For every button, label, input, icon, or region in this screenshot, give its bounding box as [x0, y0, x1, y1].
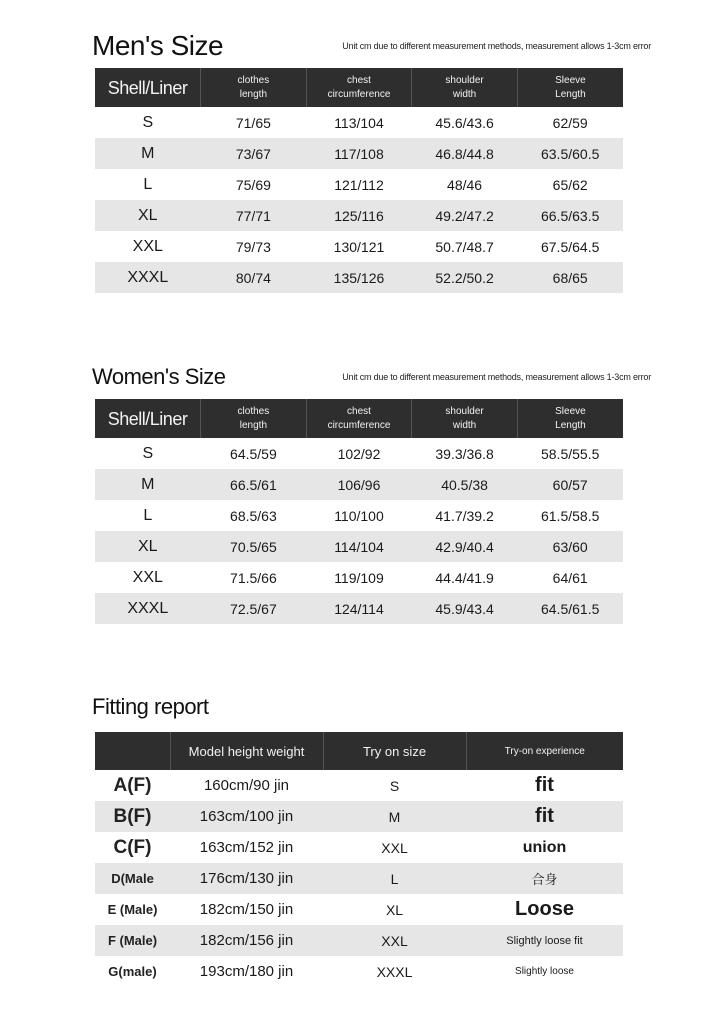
model-label-cell: C(F)	[113, 836, 152, 858]
measurement-cell: 63.5/60.5	[517, 138, 623, 169]
womens-header-cell	[95, 399, 201, 438]
mens-header-text: clothes	[237, 74, 270, 86]
fitting-report-table	[95, 732, 623, 987]
measurement-cell: 77/71	[201, 200, 307, 231]
measurement-cell: 40.5/38	[412, 469, 518, 500]
measurement-cell: 72.5/67	[201, 593, 307, 624]
mens-header-text: chest	[347, 74, 371, 86]
mens-header-text: shoulder	[445, 74, 484, 86]
table-row	[95, 531, 623, 562]
model-label-cell: F (Male)	[95, 925, 170, 956]
fitting-header-row	[95, 732, 623, 770]
try-on-experience-cell: fit	[466, 801, 623, 832]
model-height-weight-cell: 193cm/180 jin	[199, 963, 294, 980]
size-label-cell: M	[95, 138, 201, 169]
mens-header-text: length	[239, 88, 268, 100]
table-row	[95, 925, 623, 956]
measurement-cell: 52.2/50.2	[412, 262, 518, 293]
size-label-cell: L	[143, 506, 153, 524]
try-on-size-cell: M	[323, 801, 466, 832]
mens-header-text: width	[452, 88, 477, 100]
table-row	[95, 200, 623, 231]
measurement-cell: 67.5/64.5	[540, 238, 600, 255]
mens-header-cell	[306, 68, 412, 107]
womens-size-title: Women's Size	[92, 364, 226, 389]
try-on-experience-cell: fit	[535, 774, 554, 796]
measurement-cell: 61.5/58.5	[540, 507, 600, 524]
try-on-size-cell: XL	[385, 901, 404, 918]
fitting-header-cell: Try-on experience	[466, 732, 623, 770]
try-on-size-cell: XXL	[323, 925, 466, 956]
mens-size-table	[95, 68, 623, 293]
mens-header-cell	[201, 68, 307, 107]
measurement-cell: 70.5/65	[201, 531, 307, 562]
measurement-cell: 113/104	[334, 114, 384, 131]
measurement-cell: 80/74	[201, 262, 307, 293]
table-row	[95, 500, 623, 531]
measurement-cell: 64.5/61.5	[517, 593, 623, 624]
measurement-cell: 66.5/61	[201, 469, 307, 500]
table-row	[95, 770, 623, 801]
table-row	[95, 801, 623, 832]
size-label-cell: S	[142, 444, 154, 462]
table-row	[95, 593, 623, 624]
womens-header-cell	[201, 399, 307, 438]
size-label-cell: L	[143, 175, 153, 193]
table-row	[95, 832, 623, 863]
measurement-cell: 71.5/66	[230, 569, 277, 586]
mens-header-cell	[517, 68, 623, 107]
fitting-header-cell: Model height weight	[170, 732, 323, 770]
mens-unit-note: Unit cm due to different measurement methods, measurement allows 1-3cm error	[342, 41, 651, 51]
table-row	[95, 894, 623, 925]
measurement-cell: 71/65	[235, 114, 271, 131]
size-label-cell: XXL	[132, 568, 163, 586]
womens-header-text: clothes	[237, 405, 270, 417]
measurement-cell: 60/57	[517, 469, 623, 500]
model-label-cell: D(Male	[95, 863, 170, 894]
measurement-cell: 68/65	[517, 262, 623, 293]
model-height-weight-cell: 182cm/156 jin	[170, 925, 323, 956]
model-label-cell: G(male)	[108, 964, 157, 979]
model-height-weight-cell: 176cm/130 jin	[170, 863, 323, 894]
model-height-weight-cell: 160cm/90 jin	[203, 777, 290, 794]
womens-header-cell	[517, 399, 623, 438]
size-label-cell: XXL	[132, 237, 163, 255]
measurement-cell: 62/59	[552, 114, 588, 131]
mens-header-cell	[412, 68, 518, 107]
table-row	[95, 956, 623, 987]
womens-header-text: chest	[347, 405, 371, 417]
model-label-cell: E (Male)	[107, 902, 158, 917]
try-on-experience-cell: Loose	[515, 898, 574, 920]
size-label-cell: XL	[95, 531, 201, 562]
measurement-cell: 48/46	[447, 176, 483, 193]
model-height-weight-cell: 163cm/100 jin	[170, 801, 323, 832]
womens-header-cell	[412, 399, 518, 438]
womens-size-table	[95, 399, 623, 624]
try-on-size-cell: L	[323, 863, 466, 894]
womens-header-text: shoulder	[445, 405, 484, 417]
model-height-weight-cell: 163cm/152 jin	[199, 839, 294, 856]
measurement-cell: 46.8/44.8	[412, 138, 518, 169]
womens-header-row	[95, 399, 623, 438]
measurement-cell: 117/108	[306, 138, 412, 169]
mens-header-text: Shell/Liner	[107, 77, 188, 98]
mens-header-cell	[95, 68, 201, 107]
fitting-report-title: Fitting report	[92, 694, 209, 719]
womens-header-text: circumference	[327, 419, 391, 431]
measurement-cell: 50.7/48.7	[435, 238, 494, 255]
measurement-cell: 124/114	[306, 593, 412, 624]
try-on-size-cell: XXXL	[376, 963, 413, 980]
measurement-cell: 121/112	[334, 176, 384, 193]
measurement-cell: 64/61	[552, 569, 588, 586]
size-label-cell: S	[142, 113, 154, 131]
measurement-cell: 49.2/47.2	[412, 200, 518, 231]
womens-unit-note: Unit cm due to different measurement methods, measurement allows 1-3cm error	[342, 372, 651, 382]
measurement-cell: 79/73	[235, 238, 271, 255]
mens-header-text: Sleeve	[555, 74, 586, 86]
try-on-size-cell: S	[389, 777, 400, 794]
table-row	[95, 438, 623, 469]
table-row	[95, 107, 623, 138]
table-row	[95, 469, 623, 500]
measurement-cell: 66.5/63.5	[517, 200, 623, 231]
mens-header-text: circumference	[327, 88, 391, 100]
model-label-cell: B(F)	[95, 801, 170, 832]
measurement-cell: 42.9/40.4	[412, 531, 518, 562]
womens-header-text: width	[452, 419, 477, 431]
measurement-cell: 135/126	[306, 262, 412, 293]
size-label-cell: XL	[95, 200, 201, 231]
womens-header-text: length	[239, 419, 268, 431]
fitting-header-cell	[95, 732, 170, 770]
measurement-cell: 130/121	[333, 238, 385, 255]
try-on-experience-cell: union	[522, 838, 567, 856]
mens-header-text: Length	[555, 88, 586, 100]
table-row	[95, 562, 623, 593]
womens-header-text: Sleeve	[555, 405, 586, 417]
try-on-experience-cell: Slightly loose	[515, 966, 574, 977]
measurement-cell: 68.5/63	[230, 507, 277, 524]
size-label-cell: XXXL	[95, 593, 201, 624]
table-row	[95, 262, 623, 293]
measurement-cell: 39.3/36.8	[435, 445, 494, 462]
model-label-cell: A(F)	[113, 774, 152, 796]
measurement-cell: 110/100	[334, 507, 384, 524]
fitting-header-cell: Try on size	[323, 732, 466, 770]
measurement-cell: 58.5/55.5	[540, 445, 600, 462]
try-on-experience-cell: Slightly loose fit	[466, 925, 623, 956]
measurement-cell: 64.5/59	[230, 445, 277, 462]
measurement-cell: 75/69	[235, 176, 271, 193]
mens-size-title: Men's Size	[92, 30, 224, 61]
measurement-cell: 45.6/43.6	[435, 114, 494, 131]
measurement-cell: 102/92	[337, 445, 381, 462]
womens-header-text: Shell/Liner	[107, 408, 188, 429]
womens-header-text: Length	[555, 419, 586, 431]
table-row	[95, 863, 623, 894]
measurement-cell: 114/104	[306, 531, 412, 562]
measurement-cell: 106/96	[306, 469, 412, 500]
womens-header-cell	[306, 399, 412, 438]
measurement-cell: 119/109	[334, 569, 384, 586]
measurement-cell: 125/116	[306, 200, 412, 231]
measurement-cell: 45.9/43.4	[412, 593, 518, 624]
model-height-weight-cell: 182cm/150 jin	[199, 901, 294, 918]
table-row	[95, 231, 623, 262]
measurement-cell: 44.4/41.9	[435, 569, 494, 586]
measurement-cell: 73/67	[201, 138, 307, 169]
mens-header-row	[95, 68, 623, 107]
table-row	[95, 169, 623, 200]
table-row	[95, 138, 623, 169]
try-on-size-cell: XXL	[381, 839, 408, 856]
measurement-cell: 41.7/39.2	[435, 507, 494, 524]
size-label-cell: M	[95, 469, 201, 500]
measurement-cell: 63/60	[517, 531, 623, 562]
try-on-experience-cell: 合身	[466, 863, 623, 894]
size-label-cell: XXXL	[95, 262, 201, 293]
measurement-cell: 65/62	[552, 176, 588, 193]
